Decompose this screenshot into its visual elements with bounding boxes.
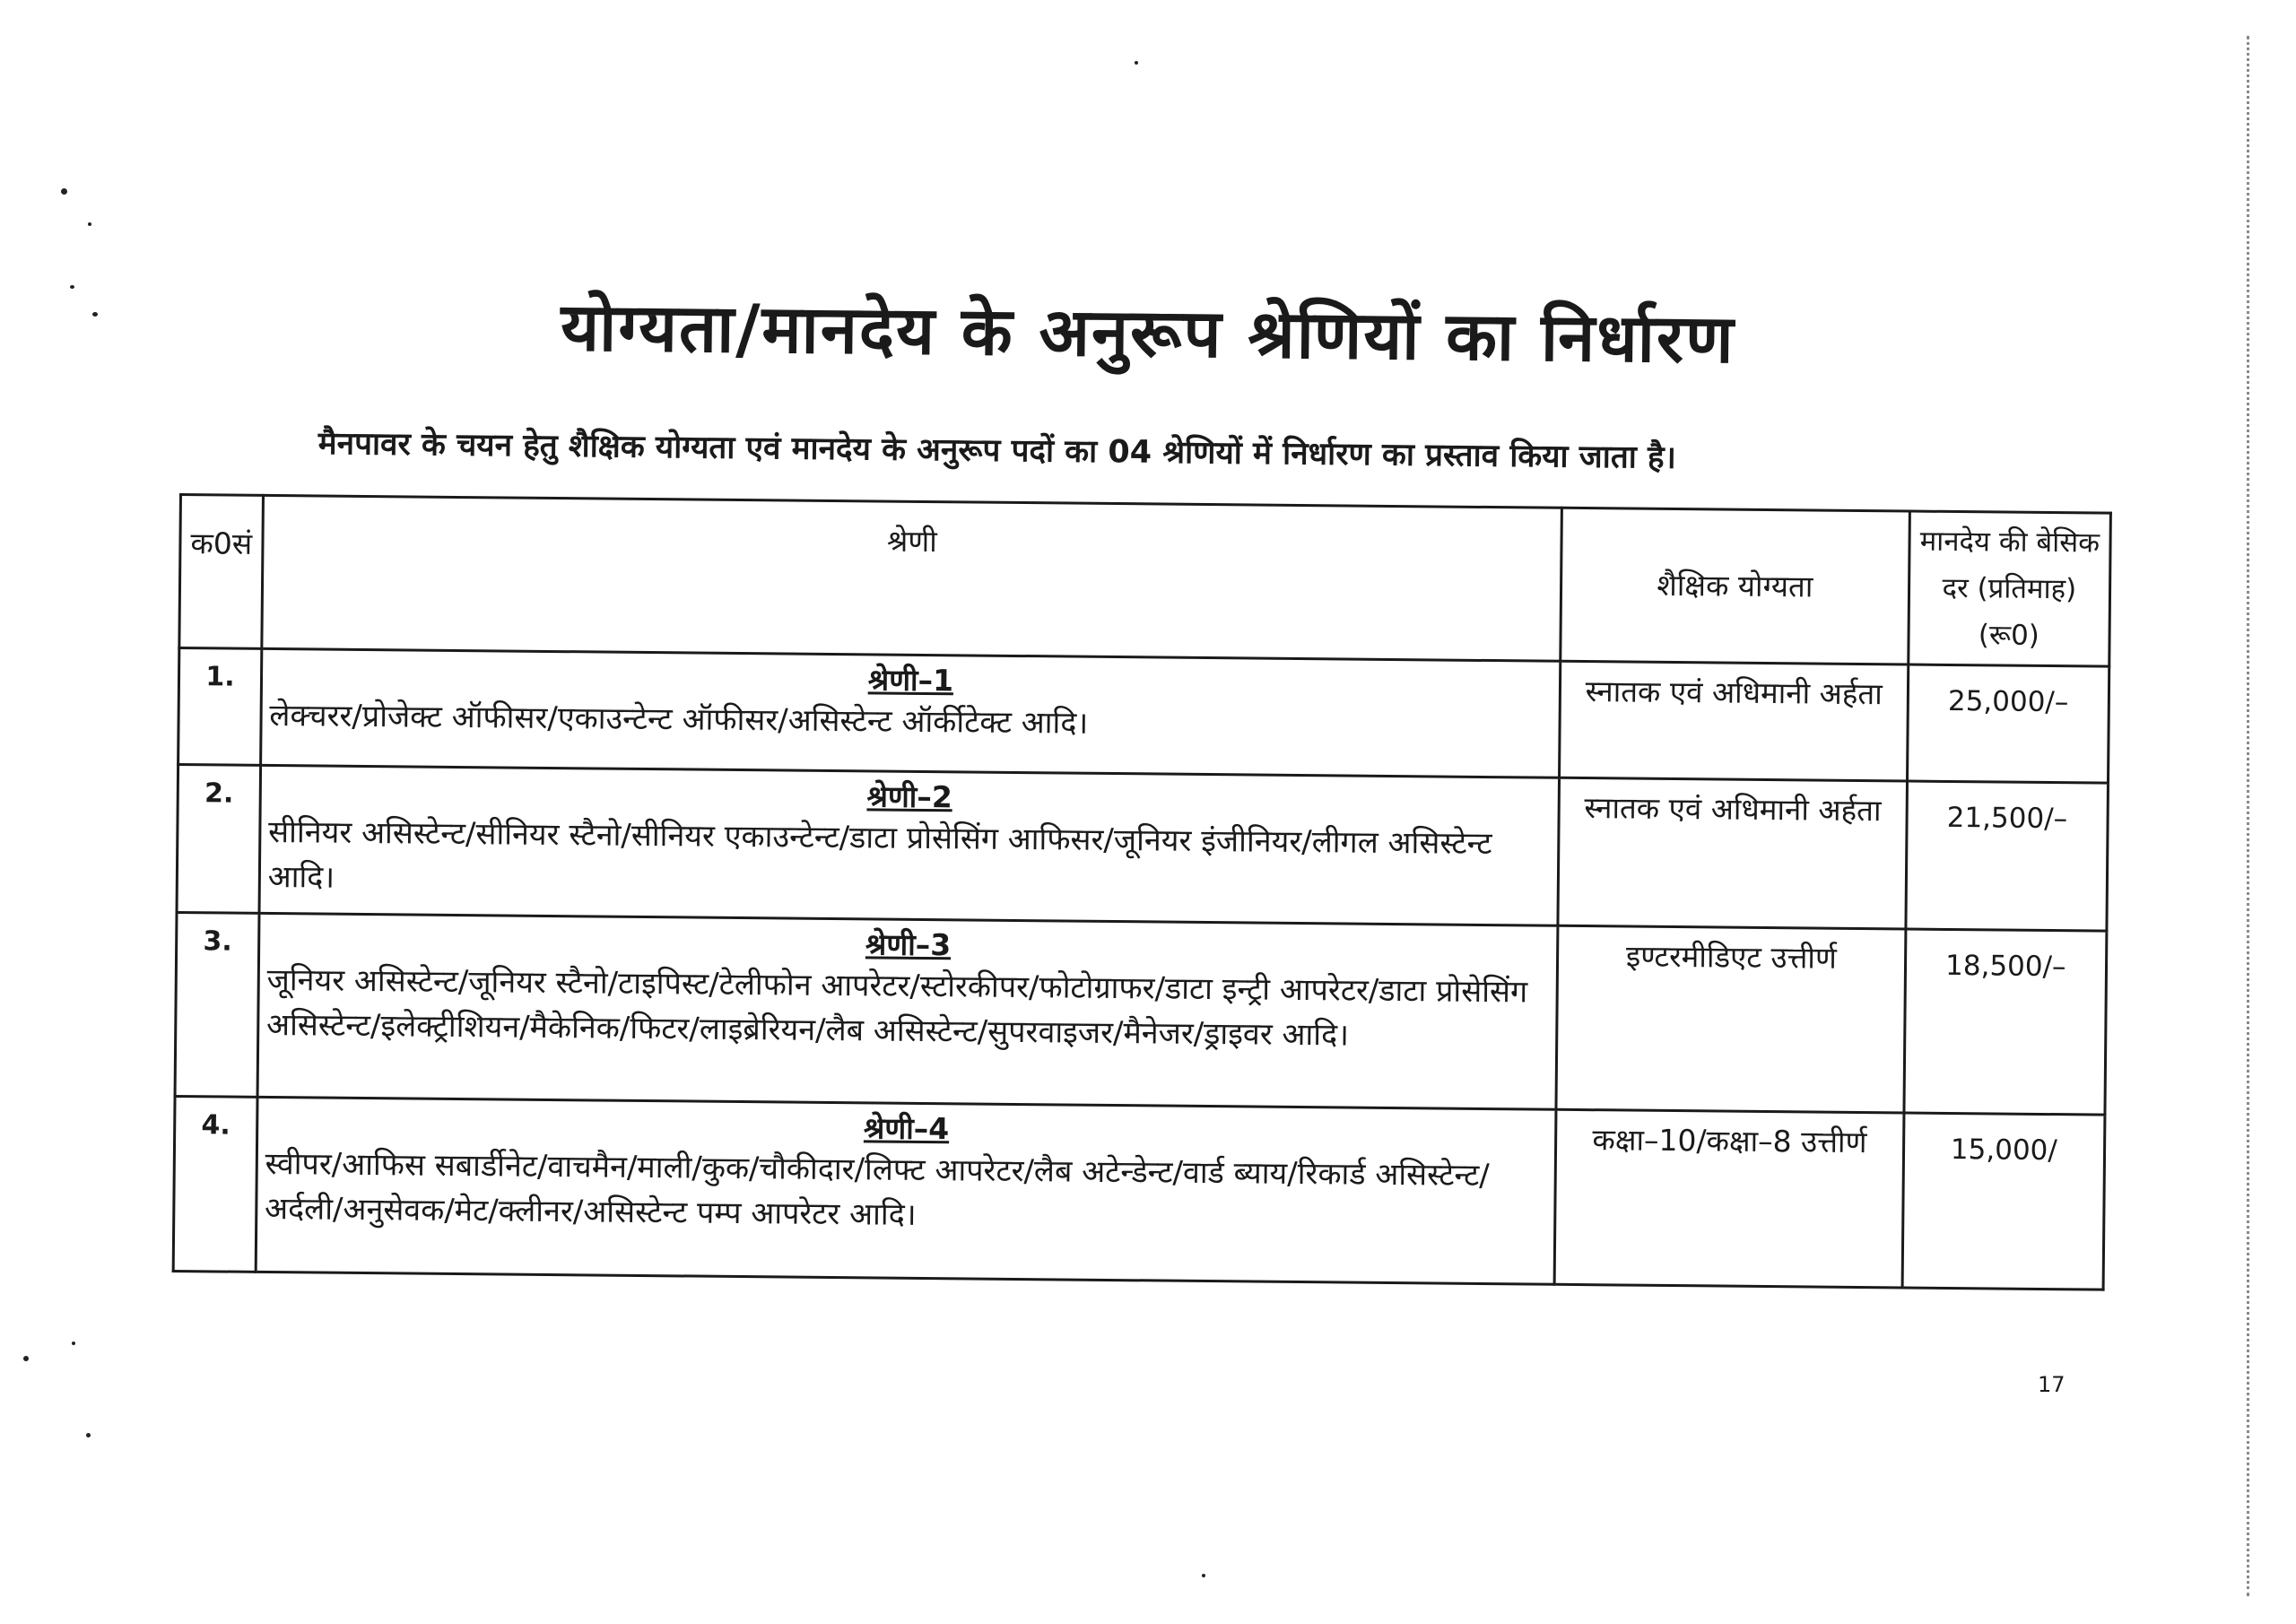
header-rate-line1: मानदेय की बेसिक xyxy=(1919,525,2100,560)
row-category-posts: लेक्चरर/प्रोजेक्ट ऑफीसर/एकाउन्टेन्ट ऑफीसर/असिस्टेन्ट ऑर्कीटेक्ट आदि। xyxy=(269,697,1089,742)
row-category-posts: स्वीपर/आफिस सबार्डीनेट/वाचमैन/माली/कुक/चौकीदार/लिफ्ट आपरेटर/लैब अटेन्डेन्ट/वार्ड ब्याय/रिकार्ड असिस्टेन्ट/अर्दली/अनुसेवक/मेट/क्लीनर/असिस्टेन्ट पम्प आपरेटर आदि। xyxy=(264,1145,1490,1233)
row-serial: 2. xyxy=(177,765,260,914)
row-category-title: श्रेणी–2 xyxy=(866,778,952,815)
row-serial: 4. xyxy=(173,1096,257,1272)
header-rate-line3: (रू0) xyxy=(1978,619,2040,652)
row-qualification: स्नातक एवं अधिमानी अर्हता xyxy=(1560,661,1909,781)
row-qualification: स्नातक एवं अधिमानी अर्हता xyxy=(1558,777,1907,929)
table-header-row xyxy=(179,495,2111,667)
header-rate xyxy=(1908,511,2110,666)
table-row xyxy=(178,648,2109,784)
row-category-title: श्रेणी–3 xyxy=(865,926,952,963)
row-rate: 15,000/ xyxy=(1902,1113,2105,1290)
page-number: 17 xyxy=(2038,1372,2066,1397)
row-category-cell xyxy=(256,1097,1556,1284)
row-serial: 1. xyxy=(178,648,262,766)
scan-margin-line xyxy=(2247,36,2249,1596)
scan-speck xyxy=(86,1433,91,1437)
document-title: योग्यता/मानदेय के अनुरूप श्रेणियों का निर्धारण xyxy=(560,289,1736,378)
row-category-title: श्रेणी–1 xyxy=(867,662,954,699)
row-category-cell xyxy=(260,648,1560,777)
row-category-posts: सीनियर असिस्टेन्ट/सीनियर स्टैनो/सीनियर एकाउन्टेन्ट/डाटा प्रोसेसिंग आफिसर/जूनियर इंजीनियर/लीगल असिस्टेन्ट आदि। xyxy=(267,813,1492,896)
row-rate: 18,500/– xyxy=(1904,929,2107,1115)
scan-speck xyxy=(72,1342,75,1345)
category-table xyxy=(172,493,2112,1291)
category-table-container xyxy=(172,493,2112,1291)
header-rate-line2: दर (प्रतिमाह) xyxy=(1942,571,2077,606)
scan-speck xyxy=(1202,1574,1205,1577)
scan-speck xyxy=(1135,61,1138,65)
scan-speck xyxy=(88,222,91,226)
row-rate: 21,500/– xyxy=(1906,781,2109,931)
row-category-cell xyxy=(259,765,1560,925)
scan-speck xyxy=(61,188,67,195)
row-qualification: इण्टरमीडिएट उत्तीर्ण xyxy=(1556,925,1906,1113)
row-rate: 25,000/– xyxy=(1907,664,2109,783)
table-row xyxy=(175,912,2107,1115)
intro-paragraph: मैनपावर के चयन हेतु शैक्षिक योग्यता एवं मानदेय के अनुरूप पदों का 04 श्रेणियों में निर्धारण का प्रस्ताव किया जाता है। xyxy=(317,425,1677,476)
header-category: श्रेणी xyxy=(262,495,1562,661)
row-category-title: श्रेणी–4 xyxy=(863,1110,950,1147)
header-qualification: शैक्षिक योग्यता xyxy=(1561,508,1909,664)
table-row xyxy=(173,1096,2105,1290)
header-serial: क0सं xyxy=(179,495,263,649)
row-qualification: कक्षा–10/कक्षा–8 उत्तीर्ण xyxy=(1554,1109,1903,1288)
table-row xyxy=(177,765,2108,932)
row-category-cell xyxy=(257,913,1558,1109)
scan-speck xyxy=(23,1356,29,1361)
row-serial: 3. xyxy=(175,912,259,1097)
row-category-posts: जूनियर असिस्टेन्ट/जूनियर स्टैनो/टाइपिस्ट/टेलीफोन आपरेटर/स्टोरकीपर/फोटोग्राफर/डाटा इन्ट्री आपरेटर/डाटा प्रोसेसिंग असिस्टेन्ट/इलेक्ट्रीशियन/मैकेनिक/फिटर/लाइब्रेरियन/लैब असिस्टेन्ट/सुपरवाइजर/मैनेजर/ड्राइवर आदि। xyxy=(265,961,1528,1054)
